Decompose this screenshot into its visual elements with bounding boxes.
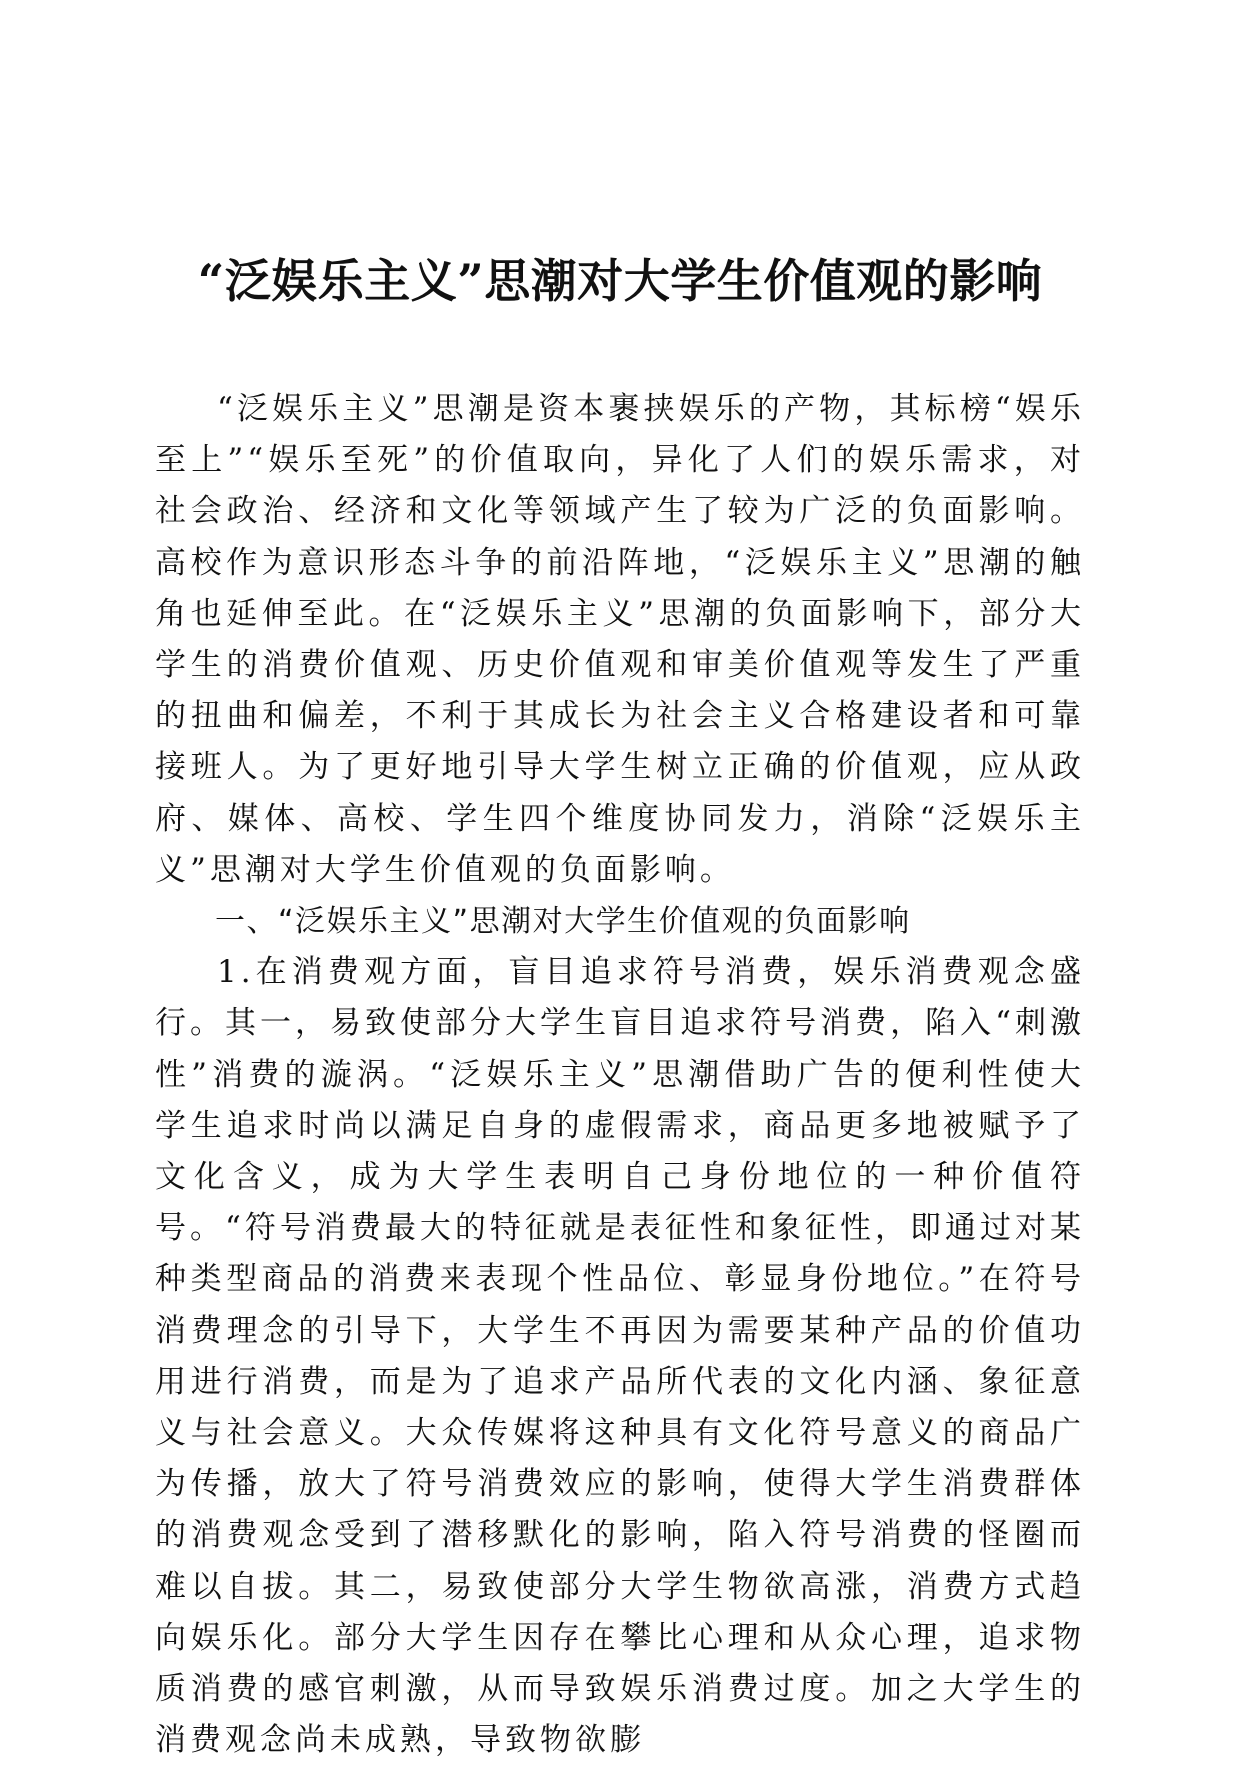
document-body <box>155 384 1085 1766</box>
intro-paragraph: “泛娱乐主义”思潮是资本裹挟娱乐的产物，其标榜“娱乐至上”“娱乐至死”的价值取向，异化了人们的娱乐需求，对社会政治、经济和文化等领域产生了较为广泛的负面影响。高校作为意识形态斗争的前沿阵地，“泛娱乐主义”思潮的触角也延伸至此。在“泛娱乐主义”思潮的负面影响下，部分大学生的消费价值观、历史价值观和审美价值观等发生了严重的扭曲和偏差，不利于其成长为社会主义合格建设者和可靠接班人。为了更好地引导大学生树立正确的价值观，应从政府、媒体、高校、学生四个维度协同发力，消除“泛娱乐主义”思潮对大学生价值观的负面影响。 <box>155 391 1085 888</box>
section-paragraph: 1.在消费观方面，盲目追求符号消费，娱乐消费观念盛行。其一，易致使部分大学生盲目追求符号消费，陷入“刺激性”消费的漩涡。“泛娱乐主义”思潮借助广告的便利性使大学生追求时尚以满足自身的虚假需求，商品更多地被赋予了文化含义，成为大学生表明自己身份地位的一种价值符号。“符号消费最大的特征就是表征性和象征性，即通过对某种类型商品的消费来表现个性品位、彰显身份地位。”在符号消费理念的引导下，大学生不再因为需要某种产品的价值功用进行消费，而是为了追求产品所代表的文化内涵、象征意义与社会意义。大众传媒将这种具有文化符号意义的商品广为传播，放大了符号消费效应的影响，使得大学生消费群体的消费观念受到了潜移默化的影响，陷入符号消费的怪圈而难以自拔。其二，易致使部分大学生物欲高涨，消费方式趋向娱乐化。部分大学生因存在攀比心理和从众心理，追求物质消费的感官刺激，从而导致娱乐消费过度。加之大学生的消费观念尚未成熟，导致物欲膨 <box>155 954 1085 1759</box>
section-heading: 一、“泛娱乐主义”思潮对大学生价值观的负面影响 <box>215 904 911 940</box>
page-title: “泛娱乐主义”思潮对大学生价值观的影响 <box>197 254 1043 308</box>
